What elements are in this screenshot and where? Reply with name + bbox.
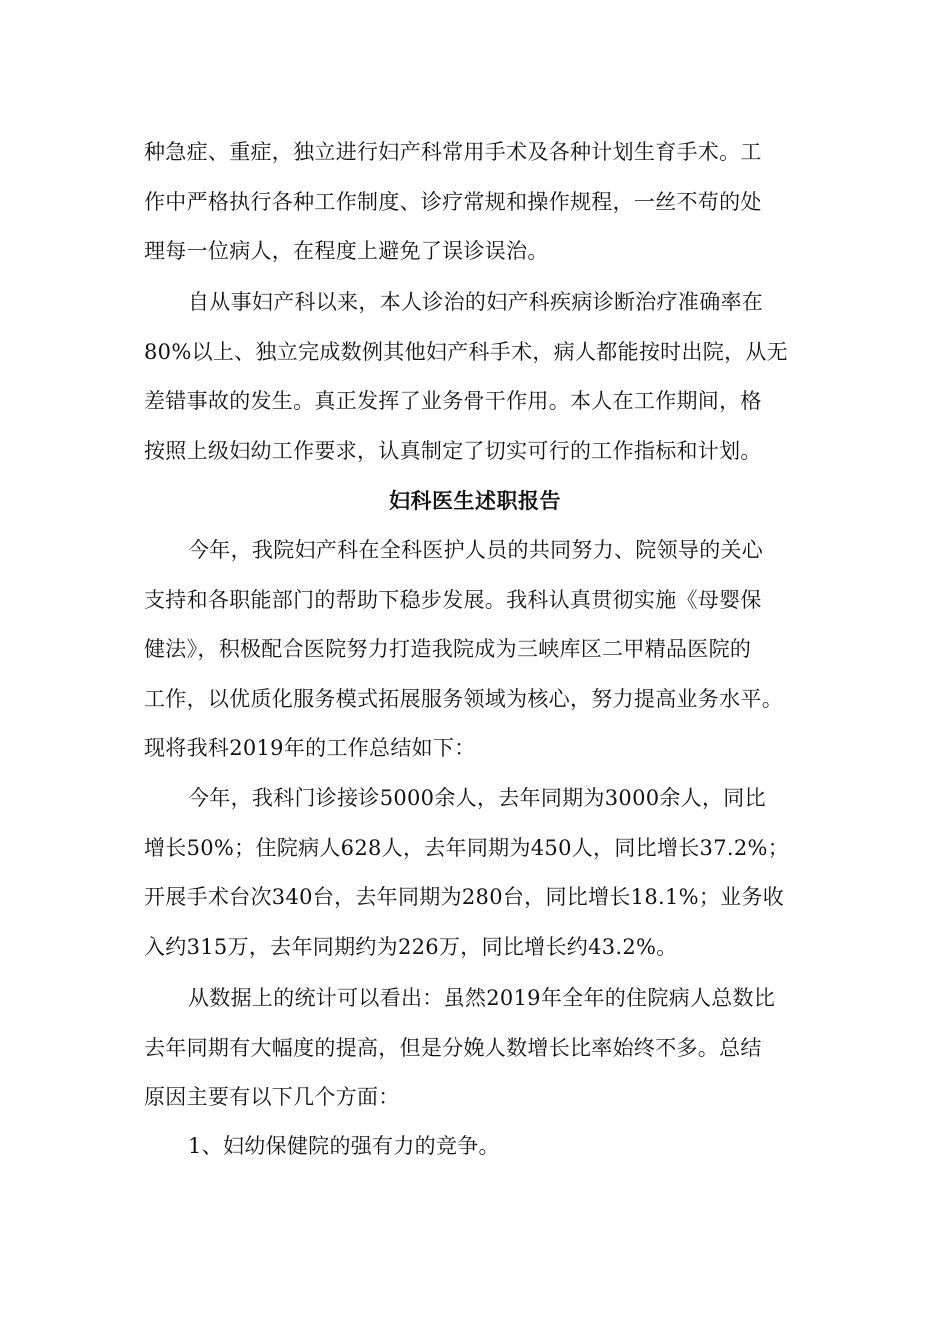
text-line: 原因主要有以下几个方面： bbox=[144, 1085, 400, 1109]
text-line: 自从事妇产科以来，本人诊治的妇产科疾病诊断治疗准确率在 bbox=[188, 290, 764, 314]
paragraph-statistics bbox=[144, 774, 806, 972]
text-line: 按照上级妇幼工作要求，认真制定了切实可行的工作指标和计划。 bbox=[144, 438, 762, 463]
list-item bbox=[144, 1122, 806, 1172]
text-line: 种急症、重症，独立进行妇产科常用手术及各种计划生育手术。工 bbox=[144, 140, 762, 164]
text-line: 差错事故的发生。真正发挥了业务骨干作用。本人在工作期间，格 bbox=[144, 389, 762, 413]
text-line: 作中严格执行各种工作制度、诊疗常规和操作规程，一丝不苟的处 bbox=[144, 189, 762, 214]
text-line: 健法》，积极配合医院努力打造我院成为三峡库区二甲精品医院的 bbox=[144, 637, 752, 661]
paragraph-experience bbox=[144, 278, 806, 476]
text-line: 80%以上、独立完成数例其他妇产科手术，病人都能按时出院，从无 bbox=[144, 339, 788, 364]
text-line: 现将我科2019年的工作总结如下： bbox=[144, 736, 476, 760]
paragraph-intro bbox=[144, 526, 806, 774]
text-line: 入约315万，去年同期约为226万，同比增长约43.2%。 bbox=[144, 934, 678, 959]
text-line: 今年，我科门诊接诊5000余人，去年同期为3000余人，同比 bbox=[188, 786, 766, 810]
text-line: 从数据上的统计可以看出：虽然2019年全年的住院病人总数比 bbox=[188, 986, 776, 1010]
text-line: 增长50%；住院病人628人，去年同期为450人，同比增长37.2%； bbox=[144, 835, 790, 860]
text-line: 1、妇幼保健院的强有力的竞争。 bbox=[188, 1134, 500, 1158]
text-line: 开展手术台次340台，去年同期为280台，同比增长18.1%；业务收 bbox=[144, 885, 785, 909]
text-line: 去年同期有大幅度的提高，但是分娩人数增长比率始终不多。总结 bbox=[144, 1035, 762, 1060]
text-line: 支持和各职能部门的帮助下稳步发展。我科认真贯彻实施《母婴保 bbox=[144, 587, 762, 612]
text-line: 理每一位病人，在程度上避免了误诊误治。 bbox=[144, 239, 549, 263]
paragraph-continued bbox=[144, 128, 806, 277]
text-line: 今年，我院妇产科在全科医护人员的共同努力、院领导的关心 bbox=[188, 538, 764, 562]
text-line: 工作，以优质化服务模式拓展服务领域为核心，努力提高业务水平。 bbox=[144, 686, 783, 711]
report-title: 妇科医生述职报告 bbox=[389, 488, 561, 513]
paragraph-analysis bbox=[144, 974, 806, 1123]
